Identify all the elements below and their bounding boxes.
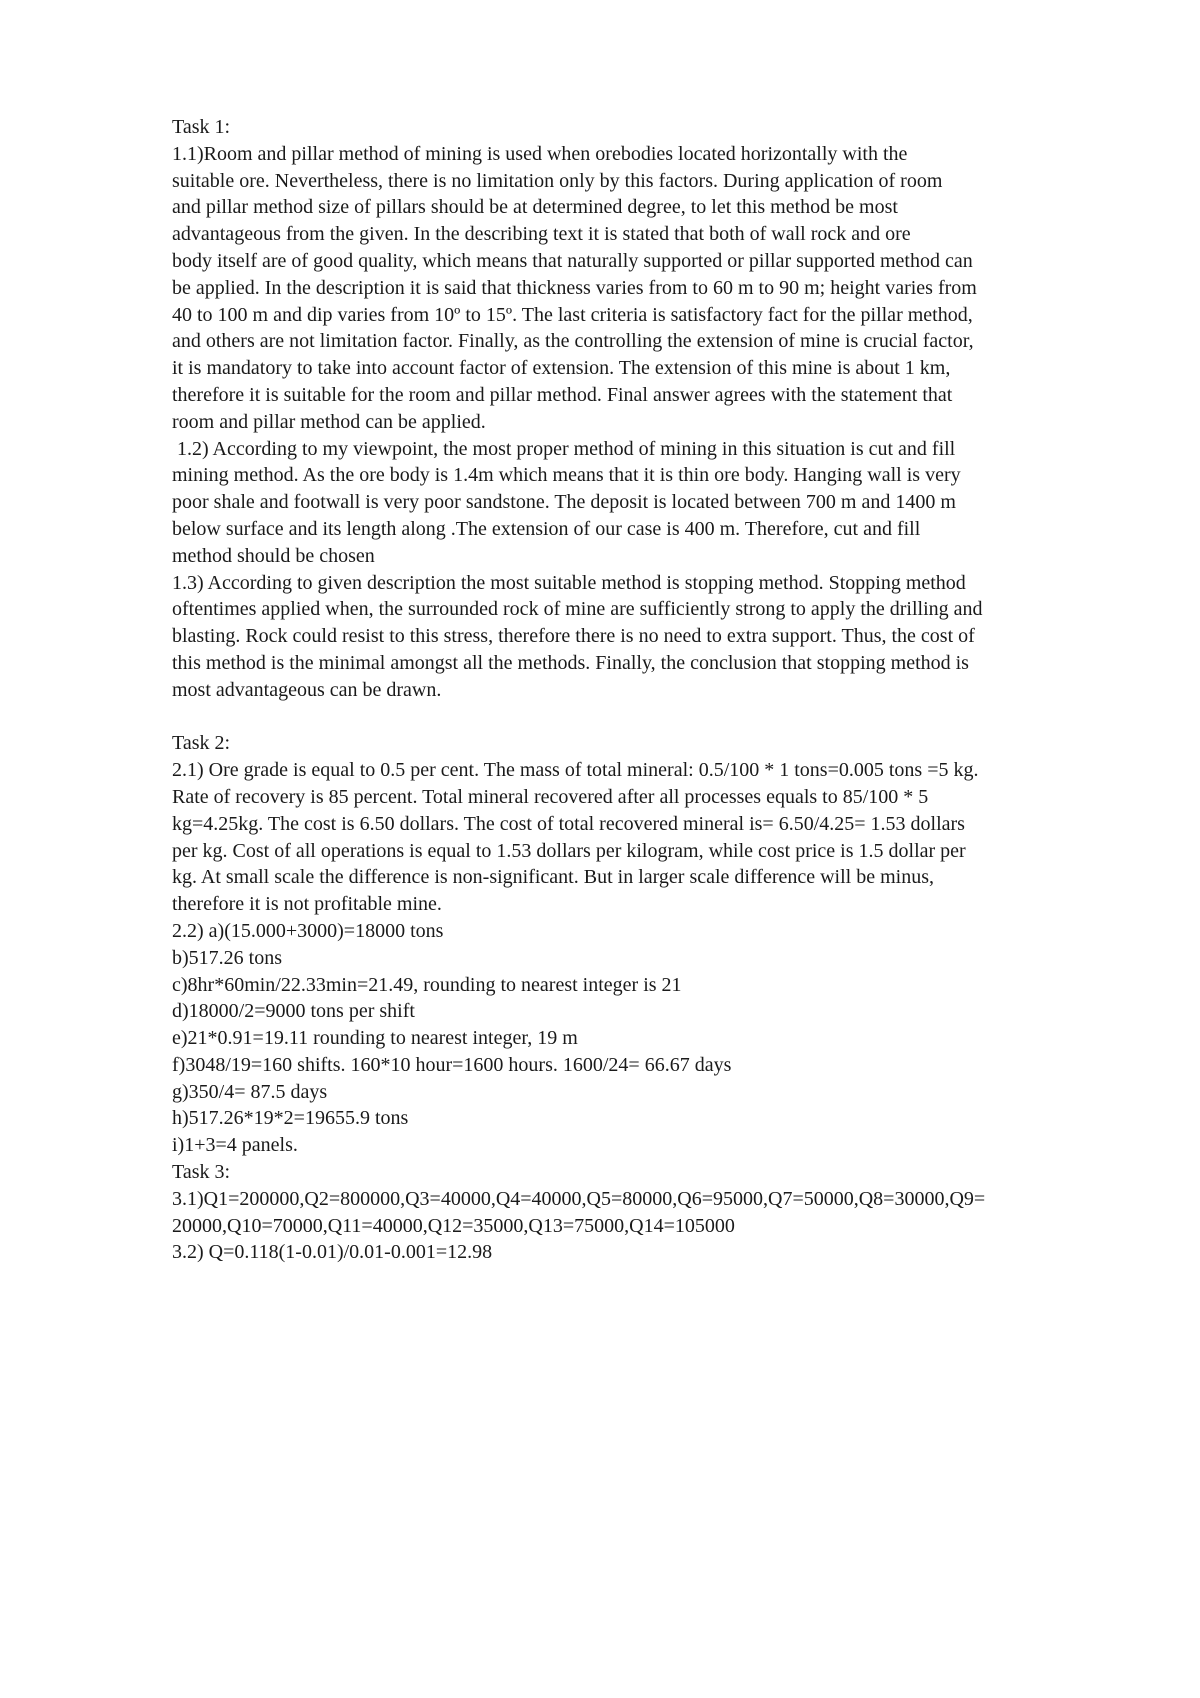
task-2-line: b)517.26 tons [172, 946, 282, 969]
task-2-section [172, 730, 1122, 1159]
task-2-line: therefore it is not profitable mine. [172, 893, 442, 916]
task-1-line: oftentimes applied when, the surrounded rock of mine are sufficiently strong to apply the drilling and [172, 598, 983, 621]
document-page [172, 114, 1122, 1266]
task-2-line: 2.2) a)(15.000+3000)=18000 tons [172, 919, 444, 942]
task-1-line: and pillar method size of pillars should be at determined degree, to let this method be most [172, 196, 898, 219]
task-1-section [172, 114, 1122, 704]
task-2-line: g)350/4= 87.5 days [172, 1080, 328, 1103]
task-2-line: kg. At small scale the difference is non-significant. But in larger scale difference will be minus, [172, 866, 935, 889]
task-1-line: blasting. Rock could resist to this stress, therefore there is no need to extra support. Thus, the cost of [172, 625, 975, 648]
task-2-line: Rate of recovery is 85 percent. Total mineral recovered after all processes equals to 85/100 * 5 [172, 785, 929, 808]
task-3-line: 20000,Q10=70000,Q11=40000,Q12=35000,Q13=75000,Q14=105000 [172, 1214, 735, 1237]
task-2-heading: Task 2: [172, 732, 231, 755]
task-1-line: be applied. In the description it is said that thickness varies from to 60 m to 90 m; height varies from [172, 276, 977, 299]
task-1-line: 1.2) According to my viewpoint, the most proper method of mining in this situation is cut and fill [177, 437, 956, 460]
task-3-section [172, 1159, 1122, 1266]
task-1-line: advantageous from the given. In the describing text it is stated that both of wall rock and ore [172, 223, 911, 246]
paragraph-spacer [172, 704, 1122, 731]
task-1-line: mining method. As the ore body is 1.4m which means that it is thin ore body. Hanging wall is very [172, 464, 961, 487]
task-2-line: e)21*0.91=19.11 rounding to nearest integer, 19 m [172, 1027, 578, 1050]
task-3-line: 3.2) Q=0.118(1-0.01)/0.01-0.001=12.98 [172, 1241, 493, 1264]
task-2-line: per kg. Cost of all operations is equal to 1.53 dollars per kilogram, while cost price is 1.5 dollar per [172, 839, 966, 862]
task-1-line: 40 to 100 m and dip varies from 10º to 15º. The last criteria is satisfactory fact for the pillar method, [172, 303, 973, 326]
task-2-line: d)18000/2=9000 tons per shift [172, 1000, 415, 1023]
task-1-line: body itself are of good quality, which means that naturally supported or pillar supported method can [172, 249, 973, 272]
task-3-line: 3.1)Q1=200000,Q2=800000,Q3=40000,Q4=40000,Q5=80000,Q6=95000,Q7=50000,Q8=30000,Q9= [172, 1187, 986, 1210]
task-2-line: c)8hr*60min/22.33min=21.49, rounding to nearest integer is 21 [172, 973, 682, 996]
task-1-line: therefore it is suitable for the room and pillar method. Final answer agrees with the statement that [172, 383, 953, 406]
task-1-line: below surface and its length along .The extension of our case is 400 m. Therefore, cut and fill [172, 517, 921, 540]
task-2-line: f)3048/19=160 shifts. 160*10 hour=1600 hours. 1600/24= 66.67 days [172, 1053, 732, 1076]
task-1-heading: Task 1: [172, 116, 231, 138]
task-3-heading: Task 3: [172, 1161, 231, 1184]
task-1-line: poor shale and footwall is very poor sandstone. The deposit is located between 700 m and 1400 m [172, 491, 956, 514]
task-2-line: h)517.26*19*2=19655.9 tons [172, 1107, 409, 1130]
task-1-line: method should be chosen [172, 544, 375, 567]
task-1-line: suitable ore. Nevertheless, there is no limitation only by this factors. During application of room [172, 169, 943, 192]
task-2-line: i)1+3=4 panels. [172, 1134, 298, 1157]
task-1-line: 1.1)Room and pillar method of mining is used when orebodies located horizontally with the [172, 142, 908, 165]
task-1-line: 1.3) According to given description the most suitable method is stopping method. Stopping method [172, 571, 966, 594]
task-1-line: and others are not limitation factor. Finally, as the controlling the extension of mine is crucial factor, [172, 330, 974, 353]
task-2-line: 2.1) Ore grade is equal to 0.5 per cent. The mass of total mineral: 0.5/100 * 1 tons=0.005 tons =5 kg. [172, 759, 979, 782]
task-1-line: this method is the minimal amongst all the methods. Finally, the conclusion that stopping method is [172, 651, 969, 674]
task-1-line: most advantageous can be drawn. [172, 678, 442, 701]
task-1-line: it is mandatory to take into account factor of extension. The extension of this mine is about 1 km, [172, 357, 951, 380]
task-1-line: room and pillar method can be applied. [172, 410, 486, 433]
task-2-line: kg=4.25kg. The cost is 6.50 dollars. The cost of total recovered mineral is= 6.50/4.25= 1.53 dollars [172, 812, 965, 835]
